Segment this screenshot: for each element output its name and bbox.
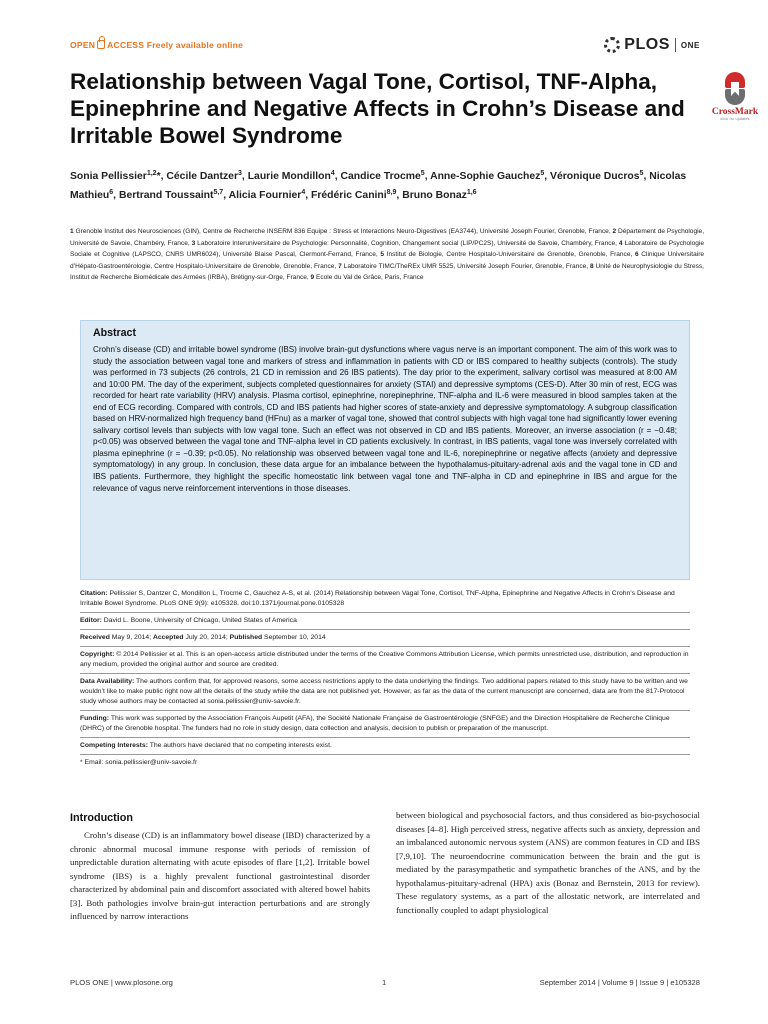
author-separator: ,: [396, 190, 403, 201]
abstract-text: Crohn’s disease (CD) and irritable bowel syndrome (IBS) involve brain-gut dysfunctions where vagus nerve is an important component. The aim of this work was to study the association between vagal tone and markers of stress and inflammation in patients with CD or IBS compared to healthy subjects (controls). The study was performed in 73 subjects (26 controls, 21 CD in remission and 26 IBS patients). The day prior to the experiment, salivary cortisol was measured at 8:00 AM and 10:00 PM. The day of the experiment, subjects completed questionnaires for anxiety (STAI) and depressive symptoms (CES-D). After 30 min of rest, ECG was recorded for heart rate variability (HRV) analysis. Plasma cortisol, epinephrine, norepinephrine, TNF-alpha and IL-6 were measured in blood samples taken at the end of ECG recording. Compared with controls, CD and IBS patients had higher scores of state-anxiety and depressive symptomatology. A subgroup classification based on HRV-normalized high frequency band (HFnu) as a marker of vagal tone, showed that control subjects with high vagal tone had significantly lower evening salivary cortisol levels than subjects with low vagal tone. Such an effect was not observed in CD and IBS patients. Moreover, an inverse association (r = −0.48; p<0.05) was observed between the vagal tone and TNF-alpha level in CD patients exclusively. In contrast, in IBS patients, vagal tone was inversely correlated with plasma epinephrine (r = −0.39; p<0.05). No relationship was observed between vagal tone and IL-6, norepinephrine or negative affects (anxiety and depressive symptomatology) in any group. In conclusion, these data argue for an imbalance between the hypothalamus-pituitary-adrenal axis and the vagal tone in CD and IBS patients. Furthermore, they highlight the specific homeostatic link between vagal tone and TNF-alpha in CD and epinephrine in IBS and argue for the relevance of vagus nerve reinforcement interventions in those diseases.: [93, 345, 677, 493]
data-availability: Data Availability: The authors confirm that, for approved reasons, some access restrictions apply to the data underlying the findings. Two additional papers related to this study have to be written and we wouldn’t like to make public right now all the details of the study while the data are not published yet. However, as far as the data of the current manuscript are concerned, data are from the 817-Protocol study whose authors may be contacted at sonia.pellissier@univ-savoie.fr.: [80, 678, 688, 705]
author-name: Cécile Dantzer: [166, 171, 238, 182]
plos-gear-icon: [604, 37, 620, 53]
affiliation-number: 1: [70, 228, 76, 235]
affiliation-text: Laboratoire TIMC/TheREx UMR 5525, Université Joseph Fourier, Grenoble, France,: [343, 262, 590, 270]
abstract-heading: Abstract: [93, 327, 136, 339]
author-separator: ,: [241, 171, 248, 182]
crossmark-badge[interactable]: [708, 72, 762, 121]
corresponding-email[interactable]: * Email: sonia.pellissier@univ-savoie.fr: [80, 759, 198, 766]
author-name: Nicolas Mathieu: [70, 171, 687, 201]
author-affil-sup: 1,2: [146, 170, 157, 177]
crossmark-icon: [720, 72, 750, 106]
intro-column-left: Crohn’s disease (CD) is an inflammatory bowel disease (IBD) characterized by a chronic abnormal mucosal immune response with periods of remission of unpredictable duration alternating with acute episodes of flare [1,2]. Irritable bowel syndrome (IBS) is a highly prevalent functional gastrointestinal disorder characterized by abdominal pain and discomfort associated with altered bowel habits [3]. Both pathologies involve brain-gut interaction perturbations and are strongly influenced by narrow interactions: [70, 830, 370, 921]
author-name: Anne-Sophie Gauchez: [430, 171, 541, 182]
citation: Citation: Pellissier S, Dantzer C, Mondillon L, Trocme C, Gauchez A-S, et al. (2014) Relationship between Vagal Tone, Cortisol, TNF-Alpha, Epinephrine and Negative Affects in Crohn’s Disease and Irritable Bowel Syndrome. PLoS ONE 9(9): e105328. doi:10.1371/journal.pone.0105328: [80, 590, 675, 607]
author-affil-sup: 6: [109, 189, 114, 196]
author-affil-sup: 5: [540, 170, 545, 177]
author-name: Véronique Ducros: [550, 171, 640, 182]
footer-journal[interactable]: PLOS ONE | www.plosone.org: [70, 978, 173, 987]
author-separator: ,: [305, 190, 312, 201]
open-access-label: OPEN: [70, 40, 96, 50]
author-name: Candice Trocme: [340, 171, 421, 182]
crossmark-label: CrossMark: [711, 107, 759, 117]
author-list: [70, 167, 720, 205]
open-access-text: ACCESS Freely available online: [107, 40, 244, 50]
article-title: Relationship between Vagal Tone, Cortisol, TNF-Alpha, Epinephrine and Negative Affects in Crohn’s Disease and Irritable Bowel Syndrome: [70, 69, 685, 148]
article-metadata: [80, 586, 690, 771]
author-affil-sup: 5,7: [213, 189, 224, 196]
abstract-box: [80, 320, 690, 580]
open-lock-icon: [97, 40, 105, 49]
author-affil-sup: 3: [238, 170, 242, 177]
author-separator: ,: [223, 190, 229, 201]
intro-column-right: between biological and psychosocial factors, and thus considered as bio-psychosocial diseases [4–8]. High perceived stress, negative affects such as anxiety, depression and an imbalanced autonomic nervous system (ANS) are common features in CD and IBS [7,9,10]. The neuroendocrine communication between the brain and the gut is mediated by the parasympathetic and sympathetic branches of the ANS, and by the hypothalamus-pituitary-adrenal (HPA) axis (Bonaz and Bernstein, 2013 for review). These regulatory systems, as a part of the allostatic network, are interrelated and functionally coupled to adapt physiological: [396, 810, 700, 915]
competing-interests: Competing Interests: The authors have declared that no competing interests exist.: [80, 742, 332, 749]
affiliation-number: 3: [191, 239, 198, 247]
affiliation-text: Ecole du Val de Grâce, Paris, France: [315, 274, 424, 282]
affiliation-number: 6: [634, 251, 642, 259]
affiliation-text: Laboratoire Interuniversitaire de Psychologie: Personnalité, Cognition, Changement social (LIP/PC2S), Université de Savoie, Chambéry, France,: [197, 239, 619, 247]
author-name: Sonia Pellissier: [70, 171, 147, 182]
affiliation-number: 4: [618, 239, 625, 247]
affiliation-text: Unité de Neurophysiologie du Stress, Institut de Recherche Biomédicale des Armées (IRBA), Brétigny-sur-Orge, France,: [70, 262, 704, 282]
author-separator: ,: [113, 190, 119, 201]
affiliation-text: Laboratoire de Psychologie Sociale et Cognitive (LAPSCO, CNRS UMR6024), Université Blaise Pascal, Clermont-Ferrand, France,: [70, 239, 705, 259]
author-affil-sup: 1,6: [466, 189, 477, 196]
footer-issue: September 2014 | Volume 9 | Issue 9 | e105328: [539, 978, 700, 987]
author-affil-sup: 5: [420, 170, 425, 177]
author-name: Frédéric Canini: [311, 190, 387, 201]
journal-header: [70, 36, 700, 58]
author-affil-sup: 8,9: [386, 189, 397, 196]
copyright: Copyright: © 2014 Pellissier et al. This is an open-access article distributed under the terms of the Creative Commons Attribution License, which permits unrestricted use, distribution, and reproduction in any medium, provided the original author and source are credited.: [80, 651, 689, 668]
introduction-heading: Introduction: [70, 812, 133, 824]
author-name: Alicia Fournier: [228, 190, 302, 201]
affiliation-number: 8: [589, 262, 596, 270]
crossmark-sub: click for updates: [720, 117, 750, 121]
affiliation-number: 5: [380, 251, 387, 259]
plos-one-label: ONE: [680, 40, 700, 50]
affiliation-text: Grenoble Institut des Neurosciences (GIN), Centre de Recherche INSERM 836 Equipe : Stress et Interactions Neuro-Digestives (EA3744), Université Joseph Fourier, Grenoble, France,: [75, 228, 613, 235]
author-name: Laurie Mondillon: [247, 171, 331, 182]
author-affil-sup: 4: [330, 170, 335, 177]
author-affil-sup: 5: [639, 170, 644, 177]
affiliation-text: Département de Psychologie, Université de Savoie, Chambéry, France,: [70, 228, 705, 247]
editor: Editor: David L. Boone, University of Chicago, United States of America: [80, 617, 297, 624]
author-affil-sup: 4: [301, 189, 306, 196]
affiliation-text: Clinique Universitaire d’Hépato-Gastroentérologie, Centre Hospitalo-Universitaire de Grenoble, Grenoble, France,: [70, 251, 705, 270]
affiliation-number: 2: [612, 228, 619, 235]
author-separator: ,: [424, 171, 431, 182]
logo-divider: [675, 38, 676, 52]
affiliation-text: Institut de Biologie, Centre Hospitalo-Universitaire de Grenoble, Grenoble, France,: [386, 251, 635, 259]
author-name: Bruno Bonaz: [402, 190, 467, 201]
page-number: 1: [382, 978, 387, 987]
author-separator: ,: [544, 171, 551, 182]
author-separator: *,: [156, 171, 167, 182]
open-access-badge: [70, 40, 243, 50]
funding: Funding: This work was supported by the Association François Aupetit (AFA), the Société Nationale Française de Gastroentérologie (SNFGE) and the Direction Hospitalière de Recherche Clinique (DHRC) of the Grenoble hospital. The funders had no role in study design, data collection and analysis, decision to publish or preparation of the manuscript.: [80, 715, 670, 732]
author-name: Bertrand Toussaint: [118, 190, 214, 201]
dates: Received May 9, 2014; Accepted July 20, 2014; Published September 10, 2014: [80, 634, 326, 641]
affiliations: [70, 226, 704, 284]
plos-brand: PLOS: [624, 36, 670, 53]
author-separator: ,: [643, 171, 650, 182]
plos-one-logo[interactable]: [604, 36, 700, 54]
affiliation-number: 9: [310, 274, 316, 282]
affiliation-number: 7: [338, 262, 344, 270]
author-separator: ,: [334, 171, 341, 182]
